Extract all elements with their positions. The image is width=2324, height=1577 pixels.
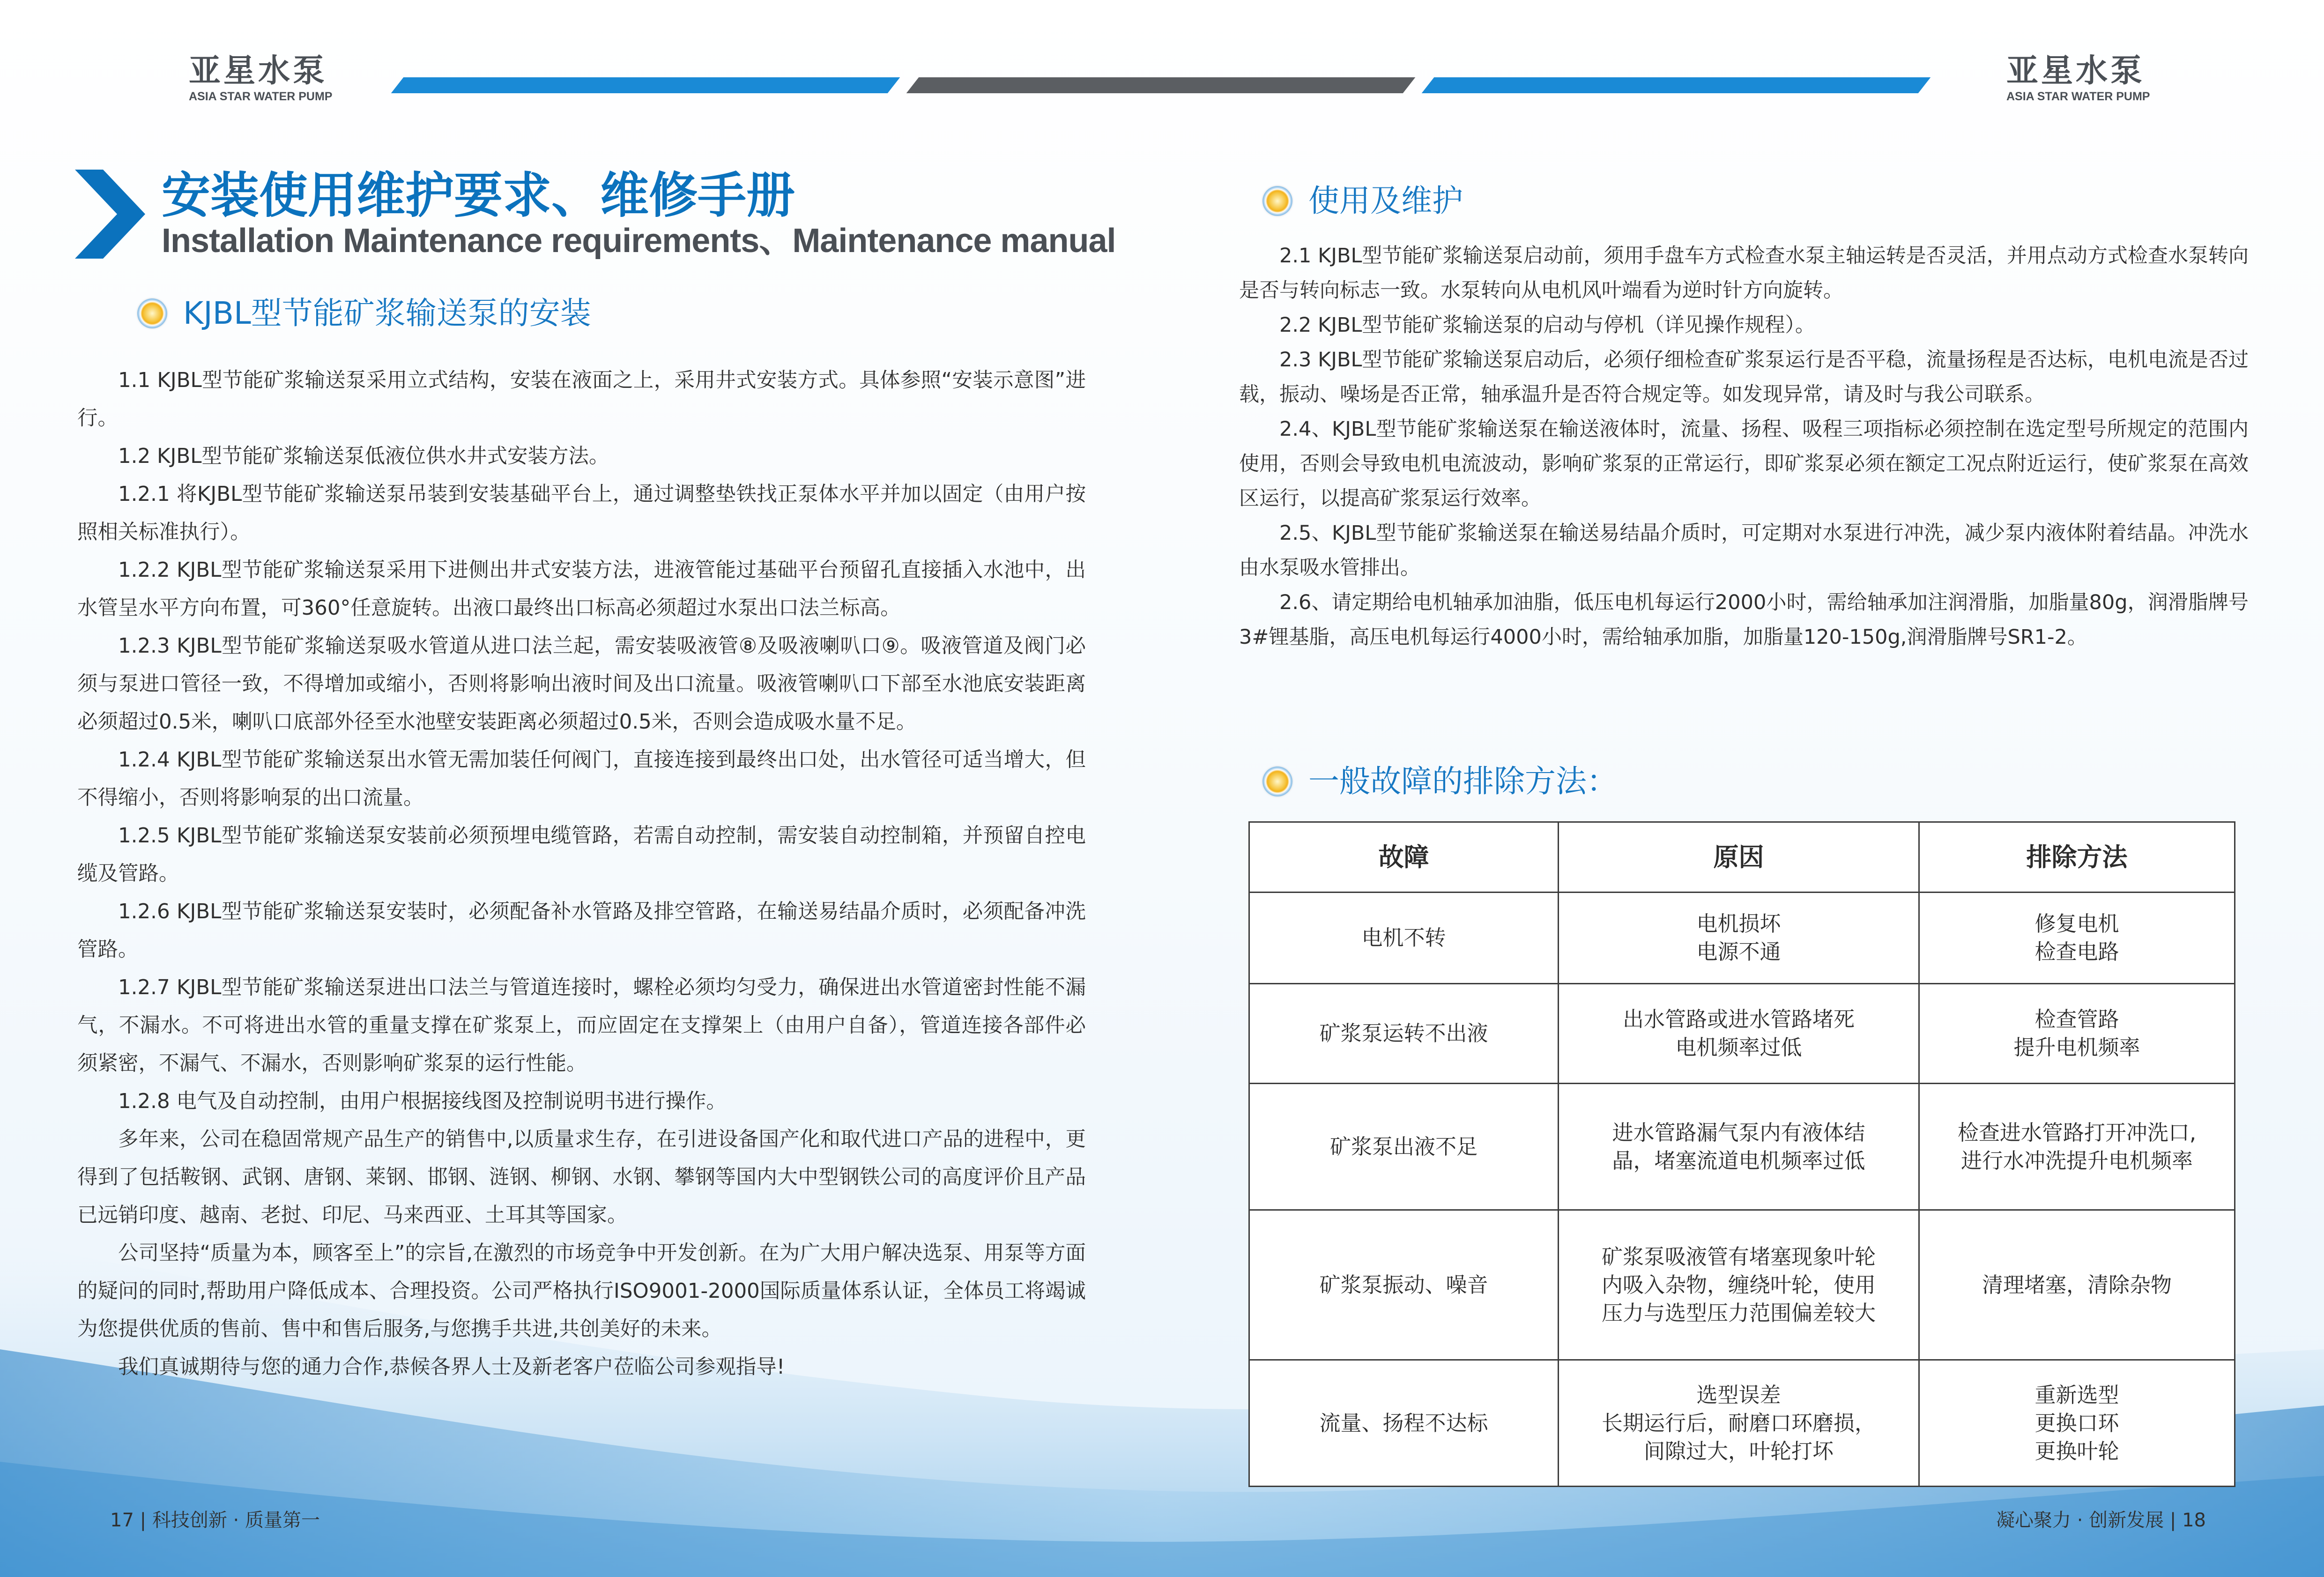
cause-cell xyxy=(1559,1210,1919,1360)
cause-cell xyxy=(1559,893,1919,984)
logo-en-text: ASIA STAR WATER PUMP xyxy=(2006,90,2150,103)
footer-slogan-right: 凝心聚力 · 创新发展 xyxy=(1996,1510,2164,1531)
header-stripe-gray xyxy=(906,77,1416,93)
cause-line: 选型误差 xyxy=(1696,1382,1781,1407)
paragraph: 1.2 KJBL型节能矿浆输送泵低液位供水井式安装方法。 xyxy=(118,445,609,468)
footer-divider: | xyxy=(2169,1510,2183,1531)
fault-cell: 电机不转 xyxy=(1249,893,1559,984)
fix-cell xyxy=(1919,1360,2235,1487)
page-number-left: 17 xyxy=(110,1510,134,1531)
paragraph: 2.2 KJBL型节能矿浆输送泵的启动与停机（详见操作规程）。 xyxy=(1279,313,1815,337)
fault-cell: 流量、扬程不达标 xyxy=(1249,1360,1559,1487)
paragraph: 公司坚持“质量为本，顾客至上”的宗旨,在激烈的市场竞争中开发创新。在为广大用户解决选泵、用泵等方面的疑问的同时,帮助用户降低成本、合理投资。公司严格执行ISO9001-2000国际质量体系认证，全体员工将竭诚为您提供优质的售前、售中和售后服务,与您携手共进,共创美好的未来。 xyxy=(77,1242,1086,1341)
logo-cn-text: 亚星水泵 xyxy=(2006,52,2146,89)
table-row xyxy=(1249,1210,2235,1360)
paragraph: 1.2.5 KJBL型节能矿浆输送泵安装前必须预埋电缆管路，若需自动控制，需安装自动控制箱，并预留自控电缆及管路。 xyxy=(77,824,1086,885)
footer-divider: | xyxy=(140,1510,152,1531)
fault-cell: 矿浆泵振动、噪音 xyxy=(1249,1210,1559,1360)
fault-table xyxy=(1248,821,2235,1487)
bullet-circle-icon xyxy=(1262,766,1292,796)
table-header-row xyxy=(1249,822,2235,893)
cause-line: 晶，堵塞流道电机频率过低 xyxy=(1612,1148,1865,1173)
logo-en-text: ASIA STAR WATER PUMP xyxy=(189,90,333,103)
cause-line: 电源不通 xyxy=(1696,939,1781,964)
cause-line: 间隙过大，叶轮打坏 xyxy=(1643,1438,1834,1464)
section-heading-install xyxy=(137,295,591,331)
fix-line: 清理堵塞，清除杂物 xyxy=(1982,1272,2172,1297)
section-heading-usage xyxy=(1262,183,1463,219)
footer-left xyxy=(110,1511,320,1530)
logo-left xyxy=(189,52,333,103)
fix-line: 修复电机 xyxy=(2034,911,2119,936)
paragraph: 2.4、KJBL型节能矿浆输送泵在输送液体时，流量、扬程、吸程三项指标必须控制在选定型号所规定的范围内使用，否则会导致电机电流波动，影响矿浆泵的正常运行，即矿浆泵必须在额定工况点附近运行，使矿浆泵在高效区运行，以提高矿浆泵运行效率。 xyxy=(1239,417,2249,510)
paragraph: 1.2.8 电气及自动控制，由用户根据接线图及控制说明书进行操作。 xyxy=(118,1090,727,1113)
usage-instructions xyxy=(1239,238,2249,655)
chevron-right-icon xyxy=(75,170,145,259)
section-heading-text: 一般故障的排除方法： xyxy=(1308,763,1618,799)
fix-cell xyxy=(1919,893,2235,984)
paragraph: 2.6、请定期给电机轴承加油脂，低压电机每运行2000小时，需给轴承加注润滑脂，加脂量80g，润滑脂牌号3#锂基脂，高压电机每运行4000小时，需给轴承加脂，加脂量120-150g,润滑脂牌号SR1-2。 xyxy=(1239,591,2249,649)
fix-line: 提升电机频率 xyxy=(2013,1035,2140,1060)
cause-line: 电机频率过低 xyxy=(1675,1035,1802,1060)
cause-line: 长期运行后，耐磨口环磨损， xyxy=(1601,1410,1876,1436)
fault-cell: 矿浆泵出液不足 xyxy=(1249,1084,1559,1210)
fix-line: 进行水冲洗提升电机频率 xyxy=(1960,1148,2193,1173)
paragraph: 1.1 KJBL型节能矿浆输送泵采用立式结构，安装在液面之上，采用井式安装方式。具体参照“安装示意图”进行。 xyxy=(77,369,1086,430)
column-header: 排除方法 xyxy=(1919,822,2235,893)
fix-line: 检查电路 xyxy=(2034,939,2119,964)
header-stripe-blue-left xyxy=(391,77,900,93)
paragraph: 1.2.1 将KJBL型节能矿浆输送泵吊装到安装基础平台上，通过调整垫铁找正泵体水平并加以固定（由用户按照相关标准执行）。 xyxy=(77,483,1086,544)
fix-line: 更换叶轮 xyxy=(2034,1438,2119,1464)
paragraph: 多年来，公司在稳固常规产品生产的销售中,以质量求生存，在引进设备国产化和取代进口产品的进程中，更得到了包括鞍钢、武钢、唐钢、莱钢、邯钢、涟钢、柳钢、水钢、攀钢等国内大中型钢铁公司的高度评价且产品已远销印度、越南、老挝、印尼、马来西亚、土耳其等国家。 xyxy=(77,1128,1086,1227)
fix-line: 重新选型 xyxy=(2034,1382,2119,1407)
column-header: 故障 xyxy=(1249,822,1559,893)
logo-cn-text: 亚星水泵 xyxy=(189,52,328,89)
section-heading-faults xyxy=(1262,763,1618,799)
cause-line: 内吸入杂物，缠绕叶轮，使用 xyxy=(1601,1272,1876,1297)
table-row xyxy=(1249,1084,2235,1210)
column-header: 原因 xyxy=(1559,822,1919,893)
bullet-circle-icon xyxy=(137,298,167,328)
cause-line: 电机损坏 xyxy=(1696,911,1781,936)
cause-line: 矿浆泵吸液管有堵塞现象叶轮 xyxy=(1601,1244,1876,1269)
paragraph: 1.2.2 KJBL型节能矿浆输送泵采用下进侧出井式安装方法，进液管能过基础平台预留孔直接插入水池中，出水管呈水平方向布置，可360°任意旋转。出液口最终出口标高必须超过水泵出口法兰标高。 xyxy=(77,558,1086,620)
cause-cell xyxy=(1559,984,1919,1084)
section-heading-text: 使用及维护 xyxy=(1308,183,1463,219)
fix-cell xyxy=(1919,1084,2235,1210)
fault-cell: 矿浆泵运转不出液 xyxy=(1249,984,1559,1084)
cause-line: 进水管路漏气泵内有液体结 xyxy=(1612,1120,1865,1145)
paragraph: 1.2.6 KJBL型节能矿浆输送泵安装时，必须配备补水管路及排空管路，在输送易结晶介质时，必须配备冲洗管路。 xyxy=(77,900,1086,961)
cause-line: 压力与选型压力范围偏差较大 xyxy=(1601,1300,1876,1325)
section-heading-text: KJBL型节能矿浆输送泵的安装 xyxy=(183,295,591,331)
paragraph: 1.2.3 KJBL型节能矿浆输送泵吸水管道从进口法兰起，需安装吸液管⑧及吸液喇叭口⑨。吸液管道及阀门必须与泵进口管径一致，不得增加或缩小，否则将影响出液时间及出口流量。吸液管喇叭口下部至水池底安装距离必须超过0.5米，喇叭口底部外径至水池壁安装距离必须超过0.5米，否则会造成吸水量不足。 xyxy=(77,634,1086,734)
cause-line: 出水管路或进水管路堵死 xyxy=(1622,1007,1855,1032)
page-title-en: Installation Maintenance requirements、Maintenance manual xyxy=(162,222,1116,260)
table-row xyxy=(1249,1360,2235,1487)
footer-right xyxy=(1996,1511,2206,1530)
fix-cell xyxy=(1919,984,2235,1084)
page-title-cn: 安装使用维护要求、维修手册 xyxy=(162,167,795,224)
paragraph: 我们真诚期待与您的通力合作,恭候各界人士及新老客户莅临公司参观指导! xyxy=(118,1355,785,1379)
paragraph: 2.5、KJBL型节能矿浆输送泵在输送易结晶介质时，可定期对水泵进行冲洗，减少泵内液体附着结晶。冲洗水由水泵吸水管排出。 xyxy=(1239,521,2249,580)
fix-cell xyxy=(1919,1210,2235,1360)
page-number-right: 18 xyxy=(2182,1510,2206,1531)
table-row xyxy=(1249,893,2235,984)
header-stripe-blue-right xyxy=(1422,77,1931,93)
logo-right xyxy=(2006,52,2150,103)
paragraph: 2.1 KJBL型节能矿浆输送泵启动前，须用手盘车方式检查水泵主轴运转是否灵活，并用点动方式检查水泵转向是否与转向标志一致。水泵转向从电机风叶端看为逆时针方向旋转。 xyxy=(1239,244,2249,302)
footer-slogan-left: 科技创新 · 质量第一 xyxy=(152,1510,320,1531)
cause-cell xyxy=(1559,1084,1919,1210)
cause-cell xyxy=(1559,1360,1919,1487)
install-instructions xyxy=(77,362,1086,1386)
bullet-circle-icon xyxy=(1262,186,1292,216)
paragraph: 1.2.4 KJBL型节能矿浆输送泵出水管无需加装任何阀门，直接连接到最终出口处，出水管径可适当增大，但不得缩小，否则将影响泵的出口流量。 xyxy=(77,748,1086,810)
fix-line: 检查管路 xyxy=(2034,1007,2119,1032)
table-row xyxy=(1249,984,2235,1084)
fix-line: 检查进水管路打开冲洗口, xyxy=(1957,1120,2197,1145)
paragraph: 2.3 KJBL型节能矿浆输送泵启动后，必须仔细检查矿浆泵运行是否平稳，流量扬程是否达标，电机电流是否过载，振动、噪场是否正常，轴承温升是否符合规定等。如发现异常，请及时与我公司联系。 xyxy=(1239,348,2249,406)
fix-line: 更换口环 xyxy=(2034,1410,2119,1436)
paragraph: 1.2.7 KJBL型节能矿浆输送泵进出口法兰与管道连接时，螺栓必须均匀受力，确保进出水管道密封性能不漏气，不漏水。不可将进出水管的重量支撑在矿浆泵上，而应固定在支撑架上（由用户自备），管道连接各部件必须紧密，不漏气、不漏水，否则影响矿浆泵的运行性能。 xyxy=(77,976,1086,1075)
